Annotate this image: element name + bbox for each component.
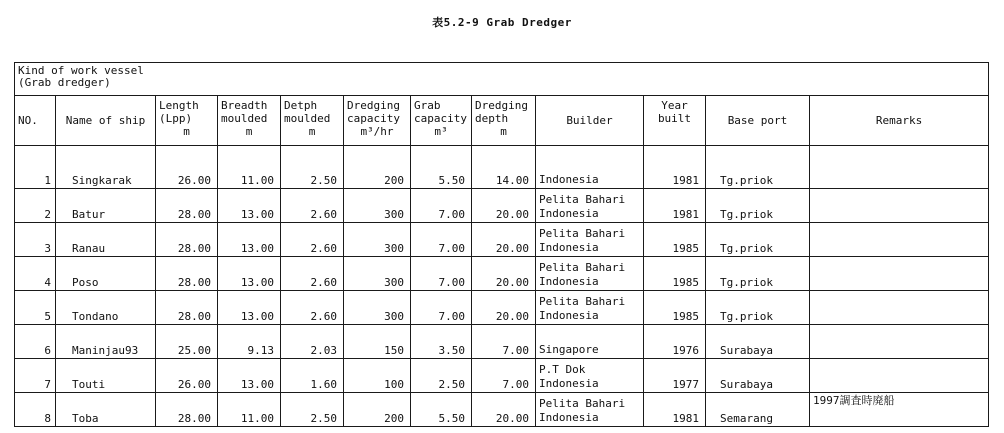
cell-dredging-capacity: 100 <box>344 359 411 393</box>
builder-line-1 <box>539 329 640 343</box>
cell-grab-capacity: 3.50 <box>411 325 472 359</box>
cell-builder <box>536 393 644 427</box>
builder-line-2: Indonesia <box>539 275 599 288</box>
cell-year: 1985 <box>644 291 706 325</box>
cell-no: 2 <box>15 189 56 223</box>
table-row <box>15 189 989 223</box>
header-dredging-capacity <box>344 96 411 146</box>
cell-depth: 2.03 <box>281 325 344 359</box>
cell-builder <box>536 223 644 257</box>
cell-grab-capacity: 5.50 <box>411 146 472 189</box>
cell-length: 28.00 <box>156 291 218 325</box>
table-row <box>15 223 989 257</box>
cell-grab-capacity: 7.00 <box>411 291 472 325</box>
cell-builder <box>536 359 644 393</box>
cell-base-port: Tg.priok <box>706 291 810 325</box>
header-ddepth-l2: depth <box>475 112 509 125</box>
cell-ship-name: Toba <box>56 393 156 427</box>
cell-remarks <box>810 189 989 223</box>
header-dcap-l1: Dredging <box>347 99 400 112</box>
header-breadth-unit: m <box>245 125 253 138</box>
cell-ship-name: Batur <box>56 189 156 223</box>
cell-breadth: 13.00 <box>218 291 281 325</box>
cell-year: 1981 <box>644 393 706 427</box>
header-depth <box>281 96 344 146</box>
builder-line-1: Pelita Bahari <box>539 397 626 410</box>
builder-line-2: Indonesia <box>539 309 599 322</box>
cell-depth: 2.60 <box>281 223 344 257</box>
cell-dredging-depth: 20.00 <box>472 291 536 325</box>
header-ddepth-unit: m <box>500 125 507 138</box>
cell-grab-capacity: 2.50 <box>411 359 472 393</box>
header-breadth <box>218 96 281 146</box>
cell-base-port: Tg.priok <box>706 189 810 223</box>
table-row <box>15 146 989 189</box>
header-dcap-l2: capacity <box>347 112 400 125</box>
cell-length: 26.00 <box>156 359 218 393</box>
cell-length: 28.00 <box>156 393 218 427</box>
header-length-unit: m <box>183 125 190 138</box>
cell-ship-name: Poso <box>56 257 156 291</box>
cell-no: 6 <box>15 325 56 359</box>
cell-remarks <box>810 257 989 291</box>
cell-base-port: Surabaya <box>706 325 810 359</box>
builder-line-1 <box>539 159 640 173</box>
cell-remarks <box>810 325 989 359</box>
cell-dredging-depth: 20.00 <box>472 223 536 257</box>
cell-depth: 2.50 <box>281 146 344 189</box>
header-breadth-l1: Breadth <box>221 99 268 112</box>
cell-dredging-capacity: 300 <box>344 189 411 223</box>
cell-no: 4 <box>15 257 56 291</box>
cell-dredging-depth: 20.00 <box>472 189 536 223</box>
cell-breadth: 13.00 <box>218 223 281 257</box>
cell-ship-name: Maninjau93 <box>56 325 156 359</box>
cell-builder <box>536 146 644 189</box>
cell-remarks <box>810 359 989 393</box>
builder-line-1: Pelita Bahari <box>539 193 626 206</box>
cell-builder <box>536 325 644 359</box>
builder-line-1: Pelita Bahari <box>539 261 626 274</box>
cell-length: 26.00 <box>156 146 218 189</box>
cell-year: 1985 <box>644 223 706 257</box>
cell-base-port: Tg.priok <box>706 223 810 257</box>
cell-breadth: 13.00 <box>218 189 281 223</box>
cell-grab-capacity: 5.50 <box>411 393 472 427</box>
cell-ship-name: Tondano <box>56 291 156 325</box>
header-gcap-l2: capacity <box>414 112 467 125</box>
kind-row <box>15 63 989 96</box>
table-row <box>15 393 989 427</box>
builder-line-2: Singapore <box>539 343 599 356</box>
cell-no: 3 <box>15 223 56 257</box>
header-breadth-l2: moulded <box>221 112 268 125</box>
header-gcap-unit: m³ <box>434 125 448 138</box>
table-row <box>15 257 989 291</box>
cell-length: 28.00 <box>156 189 218 223</box>
cell-no: 5 <box>15 291 56 325</box>
cell-breadth: 13.00 <box>218 359 281 393</box>
cell-dredging-depth: 20.00 <box>472 257 536 291</box>
cell-dredging-capacity: 200 <box>344 393 411 427</box>
cell-base-port: Surabaya <box>706 359 810 393</box>
header-depth-l2: moulded <box>284 112 331 125</box>
header-grab-capacity <box>411 96 472 146</box>
cell-builder <box>536 291 644 325</box>
cell-no: 1 <box>15 146 56 189</box>
cell-depth: 2.50 <box>281 393 344 427</box>
header-builder: Builder <box>536 96 644 146</box>
cell-grab-capacity: 7.00 <box>411 257 472 291</box>
cell-depth: 2.60 <box>281 189 344 223</box>
cell-depth: 2.60 <box>281 291 344 325</box>
cell-grab-capacity: 7.00 <box>411 223 472 257</box>
builder-line-1: P.T Dok <box>539 363 586 376</box>
cell-remarks <box>810 291 989 325</box>
cell-year: 1977 <box>644 359 706 393</box>
header-remarks: Remarks <box>810 96 989 146</box>
header-depth-l1: Detph <box>284 99 318 112</box>
cell-builder <box>536 257 644 291</box>
header-name: Name of ship <box>56 96 156 146</box>
header-dredging-depth <box>472 96 536 146</box>
cell-dredging-depth: 7.00 <box>472 359 536 393</box>
header-row <box>15 96 989 146</box>
header-ddepth-l1: Dredging <box>475 99 528 112</box>
grab-dredger-table <box>14 62 989 427</box>
builder-line-2: Indonesia <box>539 377 599 390</box>
cell-base-port: Tg.priok <box>706 146 810 189</box>
cell-breadth: 11.00 <box>218 393 281 427</box>
header-length <box>156 96 218 146</box>
cell-ship-name: Ranau <box>56 223 156 257</box>
table-row <box>15 359 989 393</box>
cell-dredging-depth: 7.00 <box>472 325 536 359</box>
cell-length: 28.00 <box>156 223 218 257</box>
cell-no: 8 <box>15 393 56 427</box>
cell-breadth: 9.13 <box>218 325 281 359</box>
header-year <box>644 96 706 146</box>
table-title: 表5.2-9 Grab Dredger <box>432 16 572 29</box>
cell-breadth: 11.00 <box>218 146 281 189</box>
cell-dredging-depth: 20.00 <box>472 393 536 427</box>
header-no: NO. <box>15 96 56 146</box>
header-length-l2: (Lpp) <box>159 112 193 125</box>
cell-grab-capacity: 7.00 <box>411 189 472 223</box>
cell-base-port: Tg.priok <box>706 257 810 291</box>
cell-dredging-capacity: 150 <box>344 325 411 359</box>
cell-no: 7 <box>15 359 56 393</box>
cell-remarks <box>810 146 989 189</box>
cell-length: 28.00 <box>156 257 218 291</box>
cell-length: 25.00 <box>156 325 218 359</box>
builder-line-1: Pelita Bahari <box>539 227 626 240</box>
header-year-l2: built <box>657 112 692 125</box>
header-year-l1: Year <box>661 99 688 112</box>
cell-ship-name: Singkarak <box>56 146 156 189</box>
builder-line-1: Pelita Bahari <box>539 295 626 308</box>
cell-dredging-depth: 14.00 <box>472 146 536 189</box>
cell-year: 1976 <box>644 325 706 359</box>
kind-of-vessel-cell <box>15 63 989 96</box>
cell-year: 1985 <box>644 257 706 291</box>
cell-year: 1981 <box>644 189 706 223</box>
cell-base-port: Semarang <box>706 393 810 427</box>
cell-depth: 1.60 <box>281 359 344 393</box>
cell-remarks: 1997調査時廃船 <box>810 393 989 427</box>
header-length-l1: Length <box>159 99 199 112</box>
header-depth-unit: m <box>308 125 316 138</box>
cell-remarks <box>810 223 989 257</box>
cell-dredging-capacity: 300 <box>344 223 411 257</box>
builder-line-2: Indonesia <box>539 173 599 186</box>
builder-line-2: Indonesia <box>539 411 599 424</box>
cell-year: 1981 <box>644 146 706 189</box>
builder-line-2: Indonesia <box>539 207 599 220</box>
header-gcap-l1: Grab <box>414 99 441 112</box>
cell-ship-name: Touti <box>56 359 156 393</box>
cell-builder <box>536 189 644 223</box>
header-dcap-unit: m³/hr <box>360 125 394 138</box>
builder-line-2: Indonesia <box>539 241 599 254</box>
kind-line-2: (Grab dredger) <box>18 76 111 89</box>
cell-dredging-capacity: 300 <box>344 257 411 291</box>
cell-breadth: 13.00 <box>218 257 281 291</box>
kind-line-1: Kind of work vessel <box>18 64 144 77</box>
table-row <box>15 325 989 359</box>
cell-dredging-capacity: 200 <box>344 146 411 189</box>
table-row <box>15 291 989 325</box>
cell-depth: 2.60 <box>281 257 344 291</box>
cell-dredging-capacity: 300 <box>344 291 411 325</box>
header-port: Base port <box>706 96 810 146</box>
